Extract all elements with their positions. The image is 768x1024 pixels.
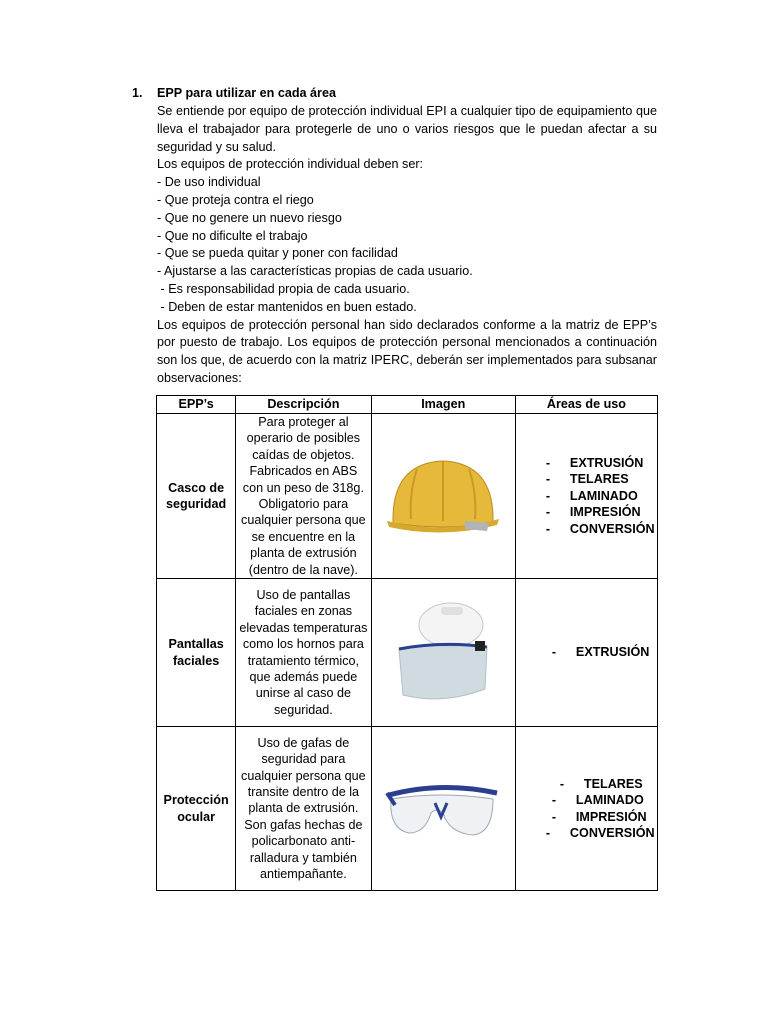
list-item: - Que se pueda quitar y poner con facilidad xyxy=(157,246,398,261)
epp-name: Pantallas faciales xyxy=(157,579,236,727)
table-row xyxy=(157,414,658,579)
epp-image xyxy=(371,579,515,727)
list-item: - Deben de estar mantenidos en buen estado. xyxy=(157,299,417,314)
safety-glasses-icon xyxy=(385,777,501,841)
epp-name: Casco de seguridad xyxy=(157,414,236,579)
section-title: EPP para utilizar en cada área xyxy=(157,86,336,100)
area-item: - TELARES xyxy=(559,776,643,791)
epp-name: Protección ocular xyxy=(157,727,236,891)
epp-image xyxy=(371,727,515,891)
list-intro: Los equipos de protección individual deben ser: xyxy=(157,157,424,172)
area-item: - IMPRESIÓN xyxy=(551,809,647,824)
epp-areas xyxy=(515,727,657,891)
list-item: - Ajustarse a las características propias de cada usuario. xyxy=(157,264,473,279)
areas-list xyxy=(518,455,655,537)
area-item: - IMPRESIÓN xyxy=(545,505,641,520)
epp-table xyxy=(156,395,658,891)
table-row xyxy=(157,727,658,891)
header-image: Imagen xyxy=(371,396,515,414)
header-epp: EPP’s xyxy=(157,396,236,414)
section-number: 1. xyxy=(132,86,143,100)
table-header-row xyxy=(157,396,658,414)
list-item: - Es responsabilidad propia de cada usuario. xyxy=(157,281,410,296)
header-description: Descripción xyxy=(236,396,371,414)
epp-description: Uso de gafas de seguridad para cualquier persona que transite dentro de la planta de extrusión. Son gafas hechas de policarbonato anti-ralladura y también antiempañante. xyxy=(236,727,371,891)
table-row xyxy=(157,579,658,727)
epp-areas xyxy=(515,414,657,579)
area-item: - EXTRUSIÓN xyxy=(551,645,650,660)
areas-list xyxy=(518,644,655,660)
epp-description: Para proteger al operario de posibles caídas de objetos. Fabricados en ABS con un peso de 318g. Obligatorio para cualquier persona que se encuentre en la planta de extrusión (dentro de la nave). xyxy=(236,414,371,579)
list-item: - Que no genere un nuevo riesgo xyxy=(157,210,342,225)
helmet-icon xyxy=(387,457,499,535)
face-shield-icon xyxy=(395,601,491,705)
epp-description: Uso de pantallas faciales en zonas elevadas temperaturas como los hornos para tratamiento térmico, que además puede unirse al caso de seguridad. xyxy=(236,579,371,727)
requirements-list xyxy=(157,174,657,316)
section-body xyxy=(157,103,657,388)
section-heading xyxy=(132,85,336,103)
areas-list xyxy=(518,776,655,842)
header-areas: Áreas de uso xyxy=(515,396,657,414)
area-item: - LAMINADO xyxy=(551,793,644,808)
area-item: - CONVERSIÓN xyxy=(545,521,655,536)
epp-areas xyxy=(515,579,657,727)
list-item: - De uso individual xyxy=(157,175,261,190)
epp-image xyxy=(371,414,515,579)
area-item: - LAMINADO xyxy=(545,488,638,503)
area-item: - TELARES xyxy=(545,472,629,487)
list-item: - Que no dificulte el trabajo xyxy=(157,228,308,243)
list-item: - Que proteja contra el riego xyxy=(157,192,314,207)
area-item: - EXTRUSIÓN xyxy=(545,456,644,471)
area-item: - CONVERSIÓN xyxy=(545,825,655,840)
closing-paragraph: Los equipos de protección personal han sido declarados conforme a la matriz de EPP’s por puesto de trabajo. Los equipos de protección personal mencionados a continuación son los que, de acuerdo con la matriz IPERC, deberán ser implementados para subsanar observaciones: xyxy=(157,317,657,385)
intro-paragraph: Se entiende por equipo de protección individual EPI a cualquier tipo de equipamiento que lleva el trabajador para protegerle de uno o varios riesgos que le puedan afectar a su seguridad y su salud. xyxy=(157,104,657,154)
